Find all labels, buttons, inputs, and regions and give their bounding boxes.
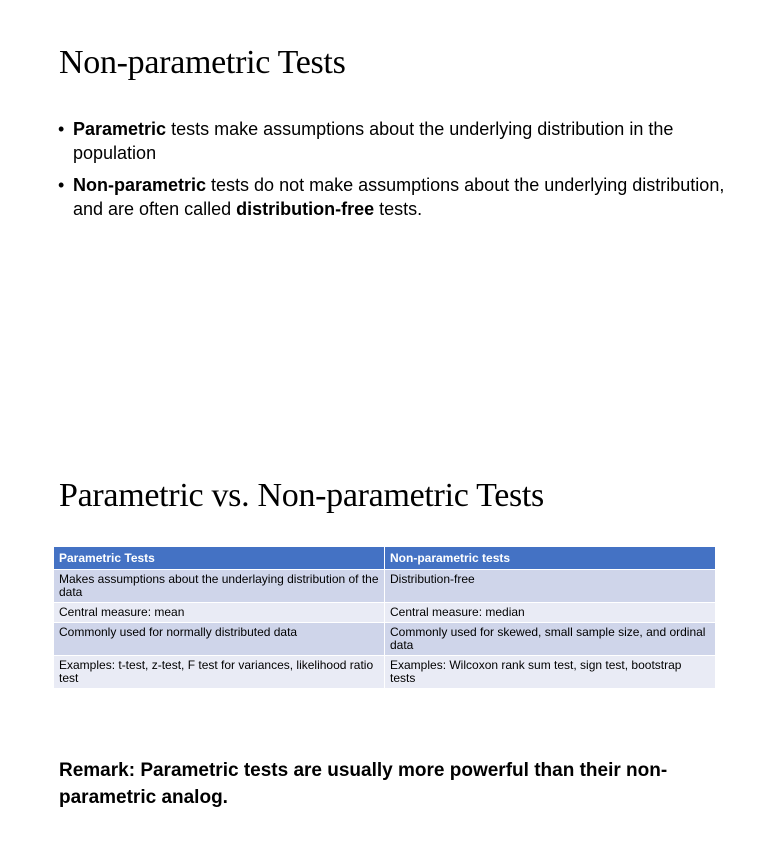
table-cell: Makes assumptions about the underlaying distribution of the data bbox=[54, 570, 385, 603]
header-nonparametric: Non-parametric tests bbox=[385, 547, 715, 570]
bullet-dot-icon: • bbox=[58, 175, 65, 195]
bullet-emphasis: distribution-free bbox=[236, 199, 375, 219]
slide-title-nonparametric: Non-parametric Tests bbox=[59, 44, 346, 81]
bullet-list bbox=[58, 117, 728, 229]
table-cell: Central measure: mean bbox=[54, 603, 385, 623]
remark-text: Remark: Parametric tests are usually more powerful than their non-parametric analog. bbox=[59, 760, 668, 808]
bullet-item-nonparametric bbox=[58, 173, 728, 221]
bullet-item-parametric bbox=[58, 117, 728, 165]
table-row bbox=[54, 623, 715, 656]
bullet-text: tests make assumptions about the underlying distribution in the population bbox=[73, 119, 674, 163]
table-header-row bbox=[54, 547, 715, 570]
table-cell: Distribution-free bbox=[385, 570, 715, 603]
bullet-text-end: tests. bbox=[374, 199, 423, 219]
bullet-term: Parametric bbox=[73, 119, 167, 139]
table-cell: Commonly used for normally distributed data bbox=[54, 623, 385, 656]
table-row bbox=[54, 603, 715, 623]
bullet-term: Non-parametric bbox=[73, 175, 207, 195]
table-cell: Central measure: median bbox=[385, 603, 715, 623]
table-cell: Examples: Wilcoxon rank sum test, sign test, bootstrap tests bbox=[385, 656, 715, 689]
table-cell: Examples: t-test, z-test, F test for variances, likelihood ratio test bbox=[54, 656, 385, 689]
bullet-text: tests do not make assumptions about the underlying distribution, and are often called bbox=[73, 175, 725, 219]
table-row bbox=[54, 570, 715, 603]
table-row bbox=[54, 656, 715, 689]
table-cell: Commonly used for skewed, small sample size, and ordinal data bbox=[385, 623, 715, 656]
comparison-table bbox=[54, 547, 715, 689]
slide-title-comparison: Parametric vs. Non-parametric Tests bbox=[59, 477, 544, 514]
bullet-dot-icon: • bbox=[58, 119, 65, 139]
header-parametric: Parametric Tests bbox=[54, 547, 385, 570]
